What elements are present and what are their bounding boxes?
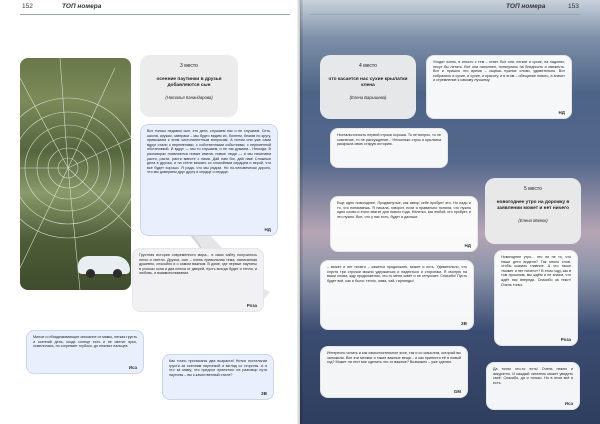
comment-text: Уходят осень, в иносто с тем – ответ. Вот они, легкие и сухие, на ладонях, несут бы летать. Вот они наполнен, потянулись на бледность и свежесть. Вот и пришло это время – ищешь нужное слово, удивительно. Вот собрались и сухие, и сухие, и красоту, и в этом – обещание нового, а значит и стремление к самому лучшему. [433, 60, 565, 83]
comment-signature: НД [264, 227, 271, 232]
comment-signature: Роза [246, 303, 257, 308]
right-page [300, 0, 600, 424]
comment-signature: ЗВ [460, 321, 467, 326]
comment-signature: ЗВ [260, 391, 267, 396]
comment-bubble [320, 346, 468, 398]
comment-text: Новогоднее утро... это ли не то, что наши дети видели? Так много слов, чтобы сказать главное. А что такое «может и нет ничего»? В этом году, как в том прошлом, мы ждём и не знаем, что ждёт нас впереди. Спасибо за текст! Очень тонко. [501, 255, 571, 287]
rank-author: (Елена Барышева) [349, 95, 387, 100]
comment-signature: Иса [564, 401, 573, 406]
comment-bubble [320, 260, 474, 330]
section-header-left: ТОП номера [62, 3, 102, 10]
rank-author: (Елена Малюк) [518, 218, 548, 223]
rank-card-4 [320, 55, 416, 119]
comment-text: Ностальгичность первой строки хороша. То не вопрос, то не сомнение, то не рассуждение... Несколько строк и крылатка раскрыла свою старую историю. [337, 133, 441, 147]
comment-text: Интересно читать и как самостоятельное эссе, так и со смыслом, который вы заложили. Все эти мелкие и такие важные вещи... и как принести её в новый год? Может ли этот миг сделать что-то важное? Возможно – уже сделал. [327, 351, 461, 365]
comment-text: Милое и обнадеживающее описание от мамы, легкая грусть и осенний день, когда солнце есть и не светит ярко, осмелилась, но согревает глубоко, до нежных пальцев. [33, 335, 137, 349]
page-gutter [297, 0, 303, 424]
comment-bubble [486, 362, 580, 410]
car-wheel [86, 269, 95, 278]
comment-bubble [132, 248, 264, 312]
rank-place: 4 место [359, 63, 377, 69]
comment-text: Да точно что-то есть! Очень нежно и аккуратно. И каждый читатель может увидеть своё. Спасибо, да и только. Но в этом всё и есть. [493, 367, 573, 385]
comment-signature: Роза [560, 337, 571, 342]
comment-text: Вот только недавно сын, это дети, слушаем нас и не слушаем. Сеть, школа, кружки, завтраки – мы будто видим их, болеем, бежим по кругу, привыкаем к этим чистопатентным вопросам. А потом они уже сами вдруг стали с переменами, с собственными событиями, с переменной обстановкой. И вдруг — мы то слушаем, и не так думаем... Некогда. В разговорах появляются новые имена, новые люди — и мы начинаем расти, расти, расти вместе с ними. Дай нам бог, дай нам! Сложные дела в друзья, и на стене вешать со спокойным сердцем и верой, что все будет хорошо. Я рада, что мы рядом. Но по-человечески дорого, что мы доверяем друг другу и сердце о сердце. [147, 129, 271, 175]
rank-author: (Наталья Канандарова) [165, 95, 213, 100]
rank-title: новогоднее утро на дорожку в заявлении может и нет ничего [496, 200, 570, 211]
rank-title: что касается нас сухие крылатки клена [328, 77, 408, 88]
header-rule-right [310, 14, 580, 15]
spider-web-photo [20, 58, 131, 290]
comment-bubble [140, 124, 278, 236]
rank-card-5 [485, 178, 581, 244]
rank-title: осенние паутинки в друзья добавляются сын [156, 77, 222, 88]
comment-bubble [494, 250, 578, 346]
comment-bubble [330, 196, 478, 252]
comment-bubble [330, 128, 448, 168]
comment-bubble [426, 55, 572, 119]
rank-card-3 [140, 55, 238, 117]
section-header-right: ТОП номера [506, 3, 546, 10]
car-wheel [113, 269, 122, 278]
comment-signature: GM [453, 389, 461, 394]
comment-bubble [26, 330, 144, 374]
rank-place: 3 место [180, 63, 198, 69]
rank-place: 5 место [524, 186, 542, 192]
comment-signature: НД [464, 243, 471, 248]
comment-bubble [162, 354, 274, 400]
comment-text: Грустная история современного мира... в само сайту получилось легко и светло. Друзья, сын – очень правильная тема, написанная душевно, спокойно и о самом важном. В доме, где первые паутины в уголках окна и два ключа от дверей, пусть всегда будет и тепло, и любовь, и взаимопонимание. [139, 253, 257, 276]
comment-signature: НД [558, 110, 565, 115]
comment-signature: Иса [128, 365, 137, 370]
comment-text: Как точно прописаны два возраста! Нотка ностальгии грусти за осенним паутинкой и взгляд со стороны. А я что за маму, что предлог принятого на разговор пути паутины – вы к качественный стиле? [169, 359, 267, 377]
page-number-right: 153 [568, 3, 579, 10]
comment-text: – может и нет ничего – кажется продолжать, может и есть. Удивительно, что спустя три строчки можно удержаться и надеяться и сторонам. Я смотрю на ваши слова, жду продолжения, что-то меня зовёт и не отпускает. Спасибо! Пусть будет всё, как и было: тепло, зима, чай, гирлянды! [327, 265, 467, 283]
white-car [78, 256, 130, 274]
comment-text: Еще одно новогоднее. Продвинутые, как автор себе пробует это. Но надо и то, что понимаешь. Я начала, говорит, если я правильно поняла, что нужно одно слово и этого хватит для нового года. Нелегко, как любой, кто пробует, и это нужно. Все, что у нас есть, будет и дальше. [337, 201, 471, 219]
page-number-left: 152 [22, 3, 33, 10]
header-rule-left [20, 14, 290, 15]
